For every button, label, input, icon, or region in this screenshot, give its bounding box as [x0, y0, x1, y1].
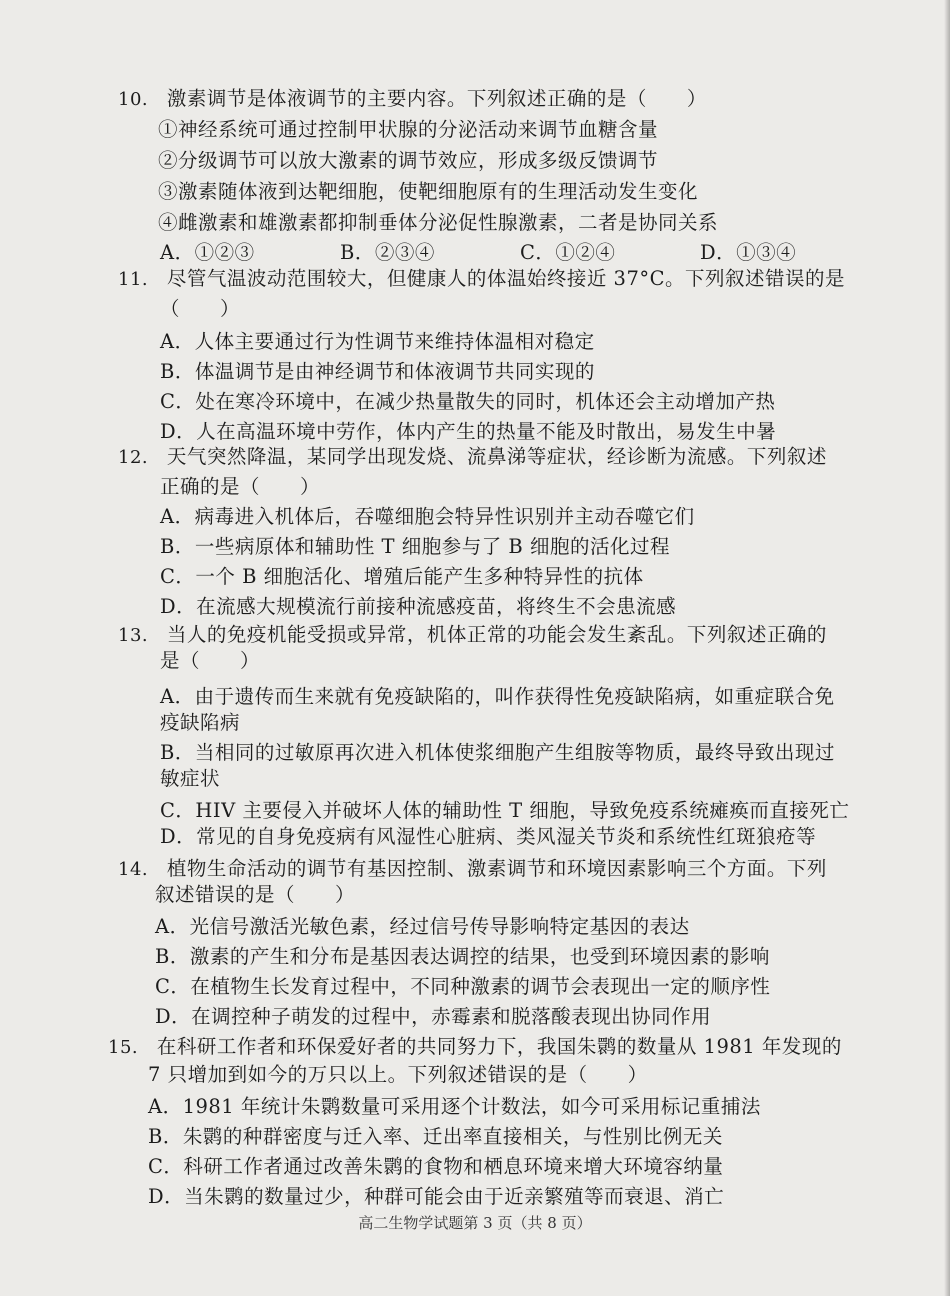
option-b: B．激素的产生和分布是基因表达调控的结果，也受到环境因素的影响 [155, 945, 770, 968]
question-text: 植物生命活动的调节有基因控制、激素调节和环境因素影响三个方面。下列 [166, 857, 827, 880]
question-number: 13. [118, 625, 149, 646]
option-a: A．病毒进入机体后，吞噬细胞会特异性识别并主动吞噬它们 [160, 505, 695, 528]
option-b-cont: 敏症状 [160, 767, 221, 790]
option-c: C．科研工作者通过改善朱鹮的食物和栖息环境来增大环境容纳量 [148, 1155, 724, 1178]
question-10-stem [118, 86, 707, 113]
option-c: C．一个 B 细胞活化、增殖后能产生多种特异性的抗体 [160, 565, 644, 588]
statement-3: ③激素随体液到达靶细胞，使靶细胞原有的生理活动发生变化 [158, 180, 699, 203]
page-footer: 高二生物学试题第 3 页（共 8 页） [358, 1214, 592, 1232]
option-a: A．人体主要通过行为性调节来维持体温相对稳定 [160, 330, 595, 353]
option-c: C．HIV 主要侵入并破坏人体的辅助性 T 细胞，导致免疫系统瘫痪而直接死亡 [160, 799, 850, 822]
option-a: A．由于遗传而生来就有免疫缺陷的，叫作获得性免疫缺陷病，如重症联合免 [160, 685, 835, 708]
option-c: C．在植物生长发育过程中，不同种激素的调节会表现出一定的顺序性 [155, 975, 771, 998]
question-12-stem [118, 444, 827, 471]
option-b: B．一些病原体和辅助性 T 细胞参与了 B 细胞的活化过程 [160, 535, 670, 558]
option-d: D．在流感大规模流行前接种流感疫苗，将终生不会患流感 [160, 595, 677, 618]
statement-2: ②分级调节可以放大激素的调节效应，形成多级反馈调节 [158, 149, 659, 172]
option-b: B．体温调节是由神经调节和体液调节共同实现的 [160, 360, 595, 383]
question-text: 在科研工作者和环保爱好者的共同努力下，我国朱鹮的数量从 1981 年发现的 [156, 1035, 842, 1058]
question-text-cont: （ ） [160, 297, 241, 320]
option-b: B．②③④ [340, 241, 435, 264]
question-11-stem [118, 266, 845, 293]
question-text: 激素调节是体液调节的主要内容。下列叙述正确的是（ ） [166, 87, 707, 110]
option-d: D．①③④ [700, 241, 797, 264]
question-text: 当人的免疫机能受损或异常，机体正常的功能会发生紊乱。下列叙述正确的 [166, 623, 827, 646]
option-d: D．在调控种子萌发的过程中，赤霉素和脱落酸表现出协同作用 [155, 1005, 712, 1028]
option-a: A．光信号激活光敏色素，经过信号传导影响特定基因的表达 [155, 915, 690, 938]
option-d: D．常见的自身免疫病有风湿性心脏病、类风湿关节炎和系统性红斑狼疮等 [160, 825, 817, 848]
option-a: A．1981 年统计朱鹮数量可采用逐个计数法，如今可采用标记重捕法 [148, 1095, 761, 1118]
statement-4: ④雌激素和雄激素都抑制垂体分泌促性腺激素，二者是协同关系 [158, 211, 719, 234]
question-text-cont: 是（ ） [160, 649, 261, 672]
page-edge-shadow [944, 0, 950, 1296]
question-number: 15. [108, 1037, 139, 1058]
option-d: D．当朱鹮的数量过少，种群可能会由于近亲繁殖等而衰退、消亡 [148, 1185, 725, 1208]
question-text-cont: 正确的是（ ） [160, 475, 321, 498]
question-number: 11. [118, 269, 149, 290]
question-text: 天气突然降温，某同学出现发烧、流鼻涕等症状，经诊断为流感。下列叙述 [166, 445, 827, 468]
question-number: 12. [118, 447, 149, 468]
option-c: C．处在寒冷环境中，在减少热量散失的同时，机体还会主动增加产热 [160, 390, 776, 413]
question-number: 14. [118, 859, 149, 880]
option-a-cont: 疫缺陷病 [160, 711, 241, 734]
question-number: 10. [118, 89, 149, 110]
question-text-cont: 7 只增加到如今的万只以上。下列叙述错误的是（ ） [148, 1063, 648, 1086]
question-text: 尽管气温波动范围较大，但健康人的体温始终接近 37°C。下列叙述错误的是 [166, 267, 846, 290]
option-b: B．当相同的过敏原再次进入机体使浆细胞产生组胺等物质，最终导致出现过 [160, 741, 835, 764]
question-14-stem [118, 856, 827, 883]
question-15-stem [108, 1034, 842, 1061]
statement-1: ①神经系统可通过控制甲状腺的分泌活动来调节血糖含量 [158, 118, 659, 141]
question-13-stem [118, 622, 827, 649]
option-b: B．朱鹮的种群密度与迁入率、迁出率直接相关，与性别比例无关 [148, 1125, 723, 1148]
option-a: A．①②③ [160, 241, 255, 264]
question-text-cont: 叙述错误的是（ ） [155, 883, 356, 906]
option-c: C．①②④ [520, 241, 616, 264]
option-d: D．人在高温环境中劳作，体内产生的热量不能及时散出，易发生中暑 [160, 420, 777, 443]
